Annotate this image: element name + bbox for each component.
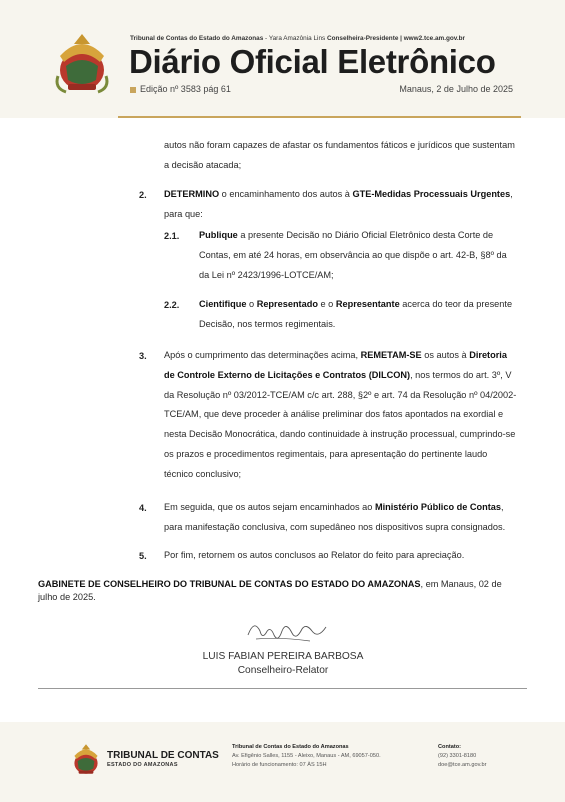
edition-date: Manaus, 2 de Julho de 2025 [399, 84, 513, 94]
signatory-role: Conselheiro-Relator [237, 665, 329, 676]
edition-bullet-icon [130, 87, 136, 93]
footer-address: Tribunal de Contas do Estado do Amazonas Av. Efigênio Salles, 1155 - Aleixo, Manaus - AM, 69057-050. Horário de funcionamento: 07 ÀS 15H [232, 744, 381, 768]
item-4-text: Em seguida, que os autos sejam encaminhados ao Ministério Público de Contas, para manifestação conclusiva, com supedâneo nos dispositivos supra consignados. [164, 502, 506, 532]
handwritten-signature [240, 617, 330, 647]
item-2-2-text: Cientifique o Representado e o Representante acerca do teor da presente Decisão, nos termos regimentais. [199, 299, 513, 329]
item-3-text: Após o cumprimento das determinações acima, REMETAM-SE os autos à Diretoria de Controle Externo de Licitações e Contratos (DILCON), nos termos do art. 3º, V da Resolução nº 03/2012-TCE/AM c/c art. 288, §2º e art. 74 da Resolução nº 04/2002- TCE/AM, que deve proceder à análise preliminar dos fatos apontados na exordial e nesta Decisão Monocrática, dando continuidade à instrução processual, cumprindo-se os prazos e procedimentos regimentais, para apresentação do pertinente laudo técnico conclusivo; [164, 350, 517, 479]
header-top-line: Tribunal de Contas do Estado do Amazonas - Yara Amazônia Lins Conselheira-Presidente | www2.tce.am.gov.br [130, 35, 466, 42]
item-5-text: Por fim, retornem os autos conclusos ao Relator do feito para apreciação. [164, 550, 465, 560]
tce-footer-crest-logo [66, 740, 106, 778]
item-number: 5. [139, 551, 147, 561]
footer-org-sub: ESTADO DO AMAZONAS [107, 762, 178, 768]
item-number: 4. [139, 503, 147, 513]
closing-paragraph: GABINETE DE CONSELHEIRO DO TRIBUNAL DE CONTAS DO ESTADO DO AMAZONAS, em Manaus, 02 de julho de 2025. [38, 579, 502, 602]
item-number: 2.2. [164, 300, 180, 310]
tce-crest-logo [44, 26, 120, 98]
content-divider [38, 688, 527, 689]
item-number: 3. [139, 351, 147, 361]
item-2-1-text: Publique a presente Decisão no Diário Oficial Eletrônico desta Corte de Contas, em até 24 horas, em observância ao que dispõe o art. 42-B, §8º da da Lei nº 2423/1996-LOTCE/AM; [199, 230, 507, 280]
item-number: 2. [139, 190, 147, 200]
page-title: Diário Oficial Eletrônico [129, 43, 496, 80]
paragraph-continuation: autos não foram capazes de afastar os fundamentos fáticos e jurídicos que sustentam a decisão atacada; [164, 140, 515, 170]
signatory-name: LUIS FABIAN PEREIRA BARBOSA [202, 651, 364, 662]
footer-org-name: TRIBUNAL DE CONTAS [107, 750, 219, 761]
item-2-text: DETERMINO o encaminhamento dos autos à GTE-Medidas Processuais Urgentes, para que: [164, 189, 513, 219]
edition-label: Edição nº 3583 pág 61 [130, 84, 231, 94]
header-divider [118, 116, 521, 118]
item-number: 2.1. [164, 231, 180, 241]
footer-contact: Contato: (92) 3301-8180 doe@tce.am.gov.br [438, 744, 487, 768]
